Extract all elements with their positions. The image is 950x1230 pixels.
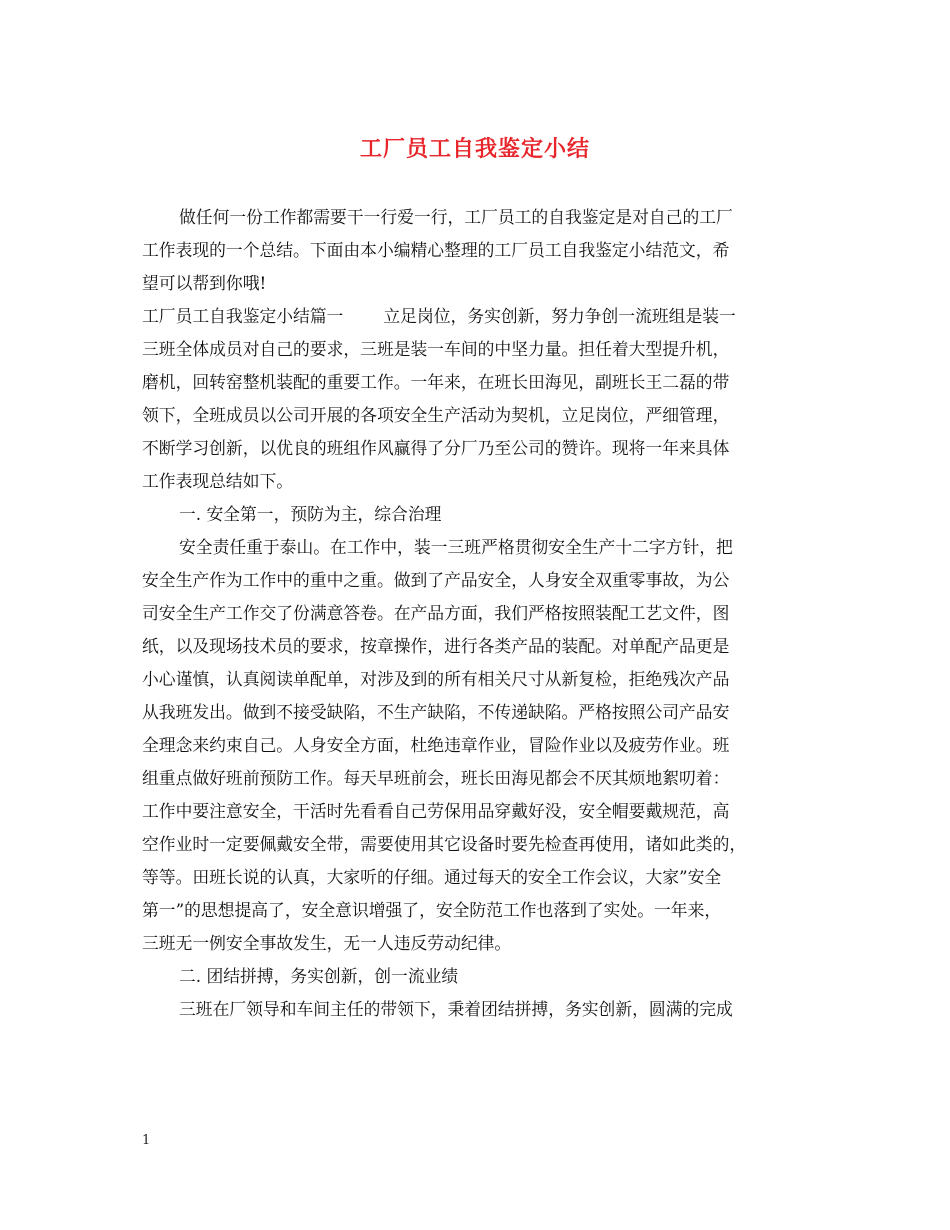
- paragraph-line: 工作表现总结如下。: [142, 471, 294, 491]
- paragraph-line: 从我班发出。做到不接受缺陷，不生产缺陷，不传递缺陷。严格按照公司产品安: [142, 702, 730, 722]
- page-number: 1: [142, 1133, 151, 1148]
- paragraph-line: 第一”的思想提高了，安全意识增强了，安全防范工作也落到了实处。一年来，: [142, 900, 722, 920]
- paragraph-line: 三班在厂领导和车间主任的带领下，秉着团结拼搏，务实创新，圆满的完成: [179, 999, 733, 1019]
- paragraph-line: 纸，以及现场技术员的要求，按章操作，进行各类产品的装配。对单配产品更是: [142, 636, 730, 656]
- paragraph-line: 望可以帮到你哦!: [142, 273, 267, 293]
- subheading-line: 二. 团结拼搏，务实创新，创一流业绩: [179, 966, 459, 986]
- paragraph-line: 空作业时一定要佩戴安全带，需要使用其它设备时要先检查再使用，诸如此类的，: [142, 834, 747, 854]
- paragraph-line: 工作表现的一个总结。下面由本小编精心整理的工厂员工自我鉴定小结范文，希: [142, 240, 730, 260]
- section-heading: 工厂员工自我鉴定小结篇一: [142, 306, 344, 326]
- paragraph-line: 做任何一份工作都需要干一行爱一行，工厂员工的自我鉴定是对自己的工厂: [179, 207, 733, 227]
- paragraph-line: 三班无一例安全事故发生，无一人违反劳动纪律。: [142, 933, 512, 953]
- paragraph-line: 安全生产作为工作中的重中之重。做到了产品安全，人身安全双重零事故，为公: [142, 570, 730, 590]
- section-heading-line: [142, 300, 822, 333]
- paragraph-line: 领下，全班成员以公司开展的各项安全生产活动为契机，立足岗位，严细管理，: [142, 405, 730, 425]
- paragraph-line: 工作中要注意安全，干活时先看看自己劳保用品穿戴好没，安全帽要戴规范，高: [142, 801, 730, 821]
- paragraph-line: 司安全生产工作交了份满意答卷。在产品方面，我们严格按照装配工艺文件，图: [142, 603, 730, 623]
- subheading-line: 一. 安全第一，预防为主，综合治理: [179, 504, 442, 524]
- paragraph-line: 三班全体成员对自己的要求，三班是装一车间的中坚力量。担任着大型提升机，: [142, 339, 730, 359]
- section-lead: 立足岗位，务实创新，努力争创一流班组是装一: [383, 306, 736, 326]
- paragraph-line: 安全责任重于泰山。在工作中，装一三班严格贯彻安全生产十二字方针，把: [179, 537, 733, 557]
- paragraph-line: 等等。田班长说的认真，大家听的仔细。通过每天的安全工作会议，大家”安全: [142, 867, 722, 887]
- paragraph-line: 全理念来约束自己。人身安全方面，杜绝违章作业，冒险作业以及疲劳作业。班: [142, 735, 730, 755]
- document-body: [142, 201, 822, 1026]
- paragraph-line: 小心谨慎，认真阅读单配单，对涉及到的所有相关尺寸从新复检，拒绝残次产品: [142, 669, 730, 689]
- paragraph-line: 磨机，回转窑整机装配的重要工作。一年来，在班长田海见，副班长王二磊的带: [142, 372, 730, 392]
- paragraph-line: 不断学习创新，以优良的班组作风赢得了分厂乃至公司的赞许。现将一年来具体: [142, 438, 730, 458]
- paragraph-line: 组重点做好班前预防工作。每天早班前会，班长田海见都会不厌其烦地絮叨着：: [142, 768, 730, 788]
- document-title: 工厂员工自我鉴定小结: [359, 136, 590, 162]
